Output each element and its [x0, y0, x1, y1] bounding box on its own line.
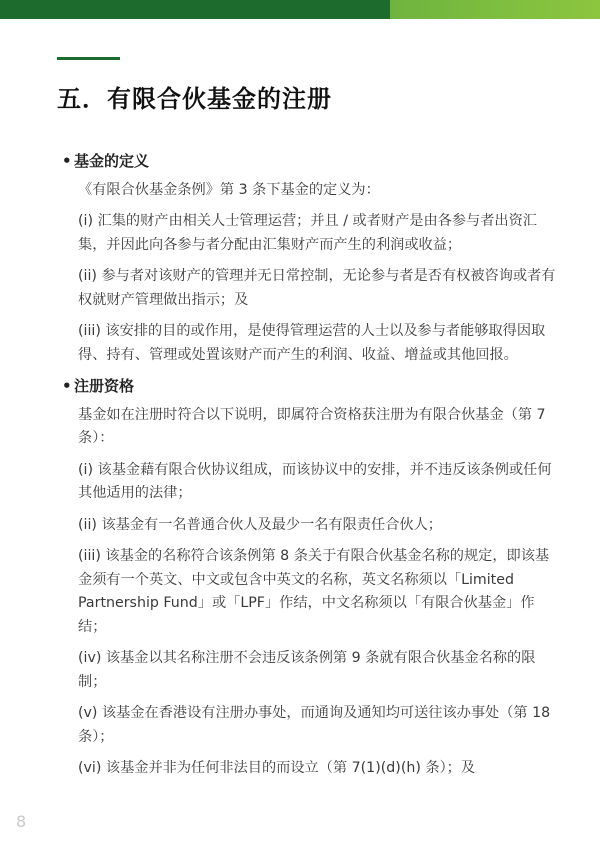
eligibility-heading-label: 注册资格: [74, 377, 135, 395]
page-content: [62, 150, 562, 789]
eligibility-item: (v) 该基金在香港设有注册办事处，而通询及通知均可送往该办事处（第 18 条）；: [78, 705, 551, 745]
top-color-bar: [0, 0, 600, 19]
definition-item: (iii) 该安排的目的或作用，是使得管理运营的人士以及参与者能够取得因取得、持有、管理或处置该财产而产生的利润、收益、增益或其他回报。: [78, 323, 546, 363]
bullet-dot: •: [62, 377, 72, 395]
bullet-dot: •: [62, 152, 72, 170]
definition-heading: [62, 150, 562, 174]
eligibility-intro: 基金如在注册时符合以下说明，即属符合资格获注册为有限合伙基金（第 7 条）：: [78, 406, 546, 446]
eligibility-item: (iv) 该基金以其名称注册不会违反该条例第 9 条就有限合伙基金名称的限制；: [78, 650, 536, 690]
eligibility-item: (i) 该基金藉有限合伙协议组成，而该协议中的安排，并不违反该条例或任何其他适用的法律；: [78, 461, 552, 501]
title-accent-line: [57, 57, 120, 60]
eligibility-item: (ii) 该基金有一名普通合伙人及最少一名有限责任合伙人；: [78, 516, 442, 533]
definition-intro: 《有限合伙基金条例》第 3 条下基金的定义为：: [78, 181, 380, 198]
eligibility-heading: [62, 375, 562, 399]
eligibility-item: (vi) 该基金并非为任何非法目的而设立（第 7(1)(d)(h) 条）；及: [78, 760, 476, 776]
page-number: 8: [16, 812, 27, 831]
section-title: 五．有限合伙基金的注册: [57, 85, 332, 113]
top-bar-dark-segment: [0, 0, 390, 19]
definition-heading-label: 基金的定义: [74, 152, 150, 170]
top-bar-light-segment: [390, 0, 600, 19]
definition-item: (ii) 参与者对该财产的管理并无日常控制，无论参与者是否有权被咨询或者有权就财产管理做出指示；及: [78, 268, 556, 308]
eligibility-item: (iii) 该基金的名称符合该条例第 8 条关于有限合伙基金名称的规定，即该基金须有一个英文、中文或包含中英文的名称，英文名称须以「Limited Partnership Fund」或「LPF」作结，中文名称须以「有限合伙基金」作结；: [78, 548, 550, 635]
definition-item: (i) 汇集的财产由相关人士管理运营；并且 / 或者财产是由各参与者出资汇集，并因此向各参与者分配由汇集财产而产生的利润或收益；: [78, 213, 537, 253]
